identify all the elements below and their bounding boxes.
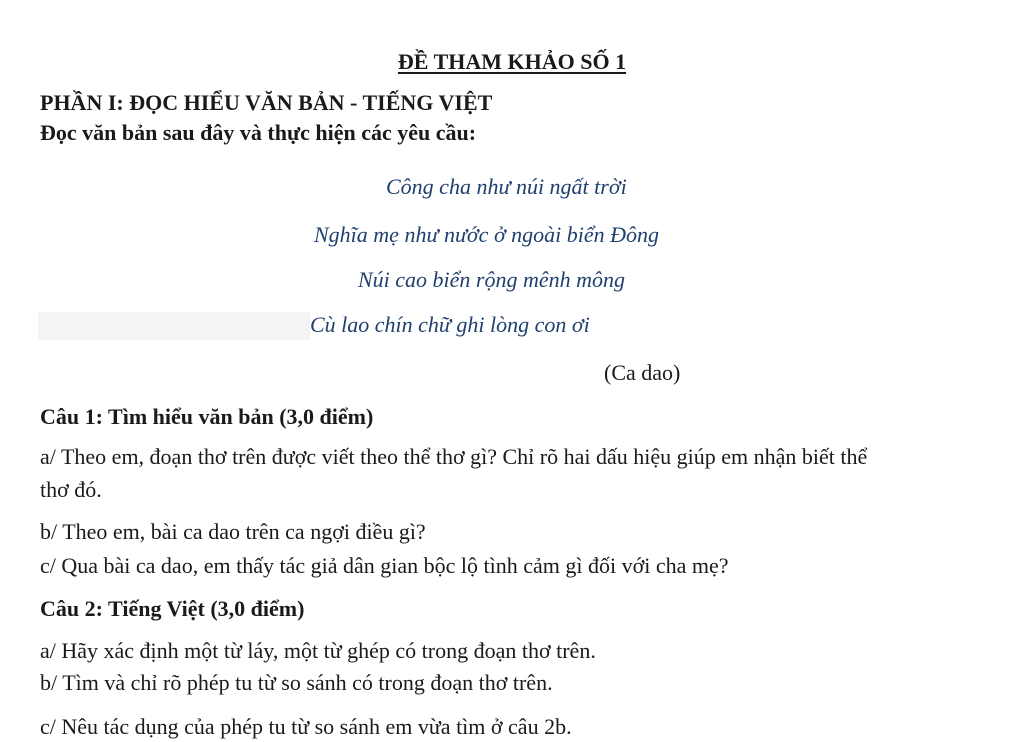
instruction-text: Đọc văn bản sau đây và thực hiện các yêu cầu: <box>40 120 477 145</box>
poem-line-4: Cù lao chín chữ ghi lòng con ơi <box>310 312 590 337</box>
poem-highlight-band <box>38 312 310 340</box>
question-1c: c/ Qua bài ca dao, em thấy tác giả dân gian bộc lộ tình cảm gì đối với cha mẹ? <box>40 553 729 578</box>
part-heading: PHẦN I: ĐỌC HIỂU VĂN BẢN - TIẾNG VIỆT <box>40 90 493 115</box>
question-1b: b/ Theo em, bài ca dao trên ca ngợi điều gì? <box>40 519 426 544</box>
document-title-text: ĐỀ THAM KHẢO SỐ 1 <box>397 49 627 74</box>
poem-source: (Ca dao) <box>604 360 681 385</box>
question-2a: a/ Hãy xác định một từ láy, một từ ghép có trong đoạn thơ trên. <box>40 638 596 663</box>
question-2b: b/ Tìm và chỉ rõ phép tu từ so sánh có trong đoạn thơ trên. <box>40 670 553 695</box>
poem-line-3: Núi cao biển rộng mênh mông <box>358 267 626 292</box>
question-1a-line-2: thơ đó. <box>40 477 102 502</box>
question-2-heading: Câu 2: Tiếng Việt (3,0 điểm) <box>40 596 305 621</box>
poem-line-1: Công cha như núi ngất trời <box>386 174 627 199</box>
poem-line-2: Nghĩa mẹ như nước ở ngoài biển Đông <box>314 222 660 247</box>
question-2c: c/ Nêu tác dụng của phép tu từ so sánh em vừa tìm ở câu 2b. <box>40 714 572 739</box>
question-1a-line-1: a/ Theo em, đoạn thơ trên được viết theo thể thơ gì? Chỉ rõ hai dấu hiệu giúp em nhận biết thể <box>40 444 868 469</box>
document-title <box>0 51 1024 73</box>
question-1-heading: Câu 1: Tìm hiểu văn bản (3,0 điểm) <box>40 404 374 429</box>
